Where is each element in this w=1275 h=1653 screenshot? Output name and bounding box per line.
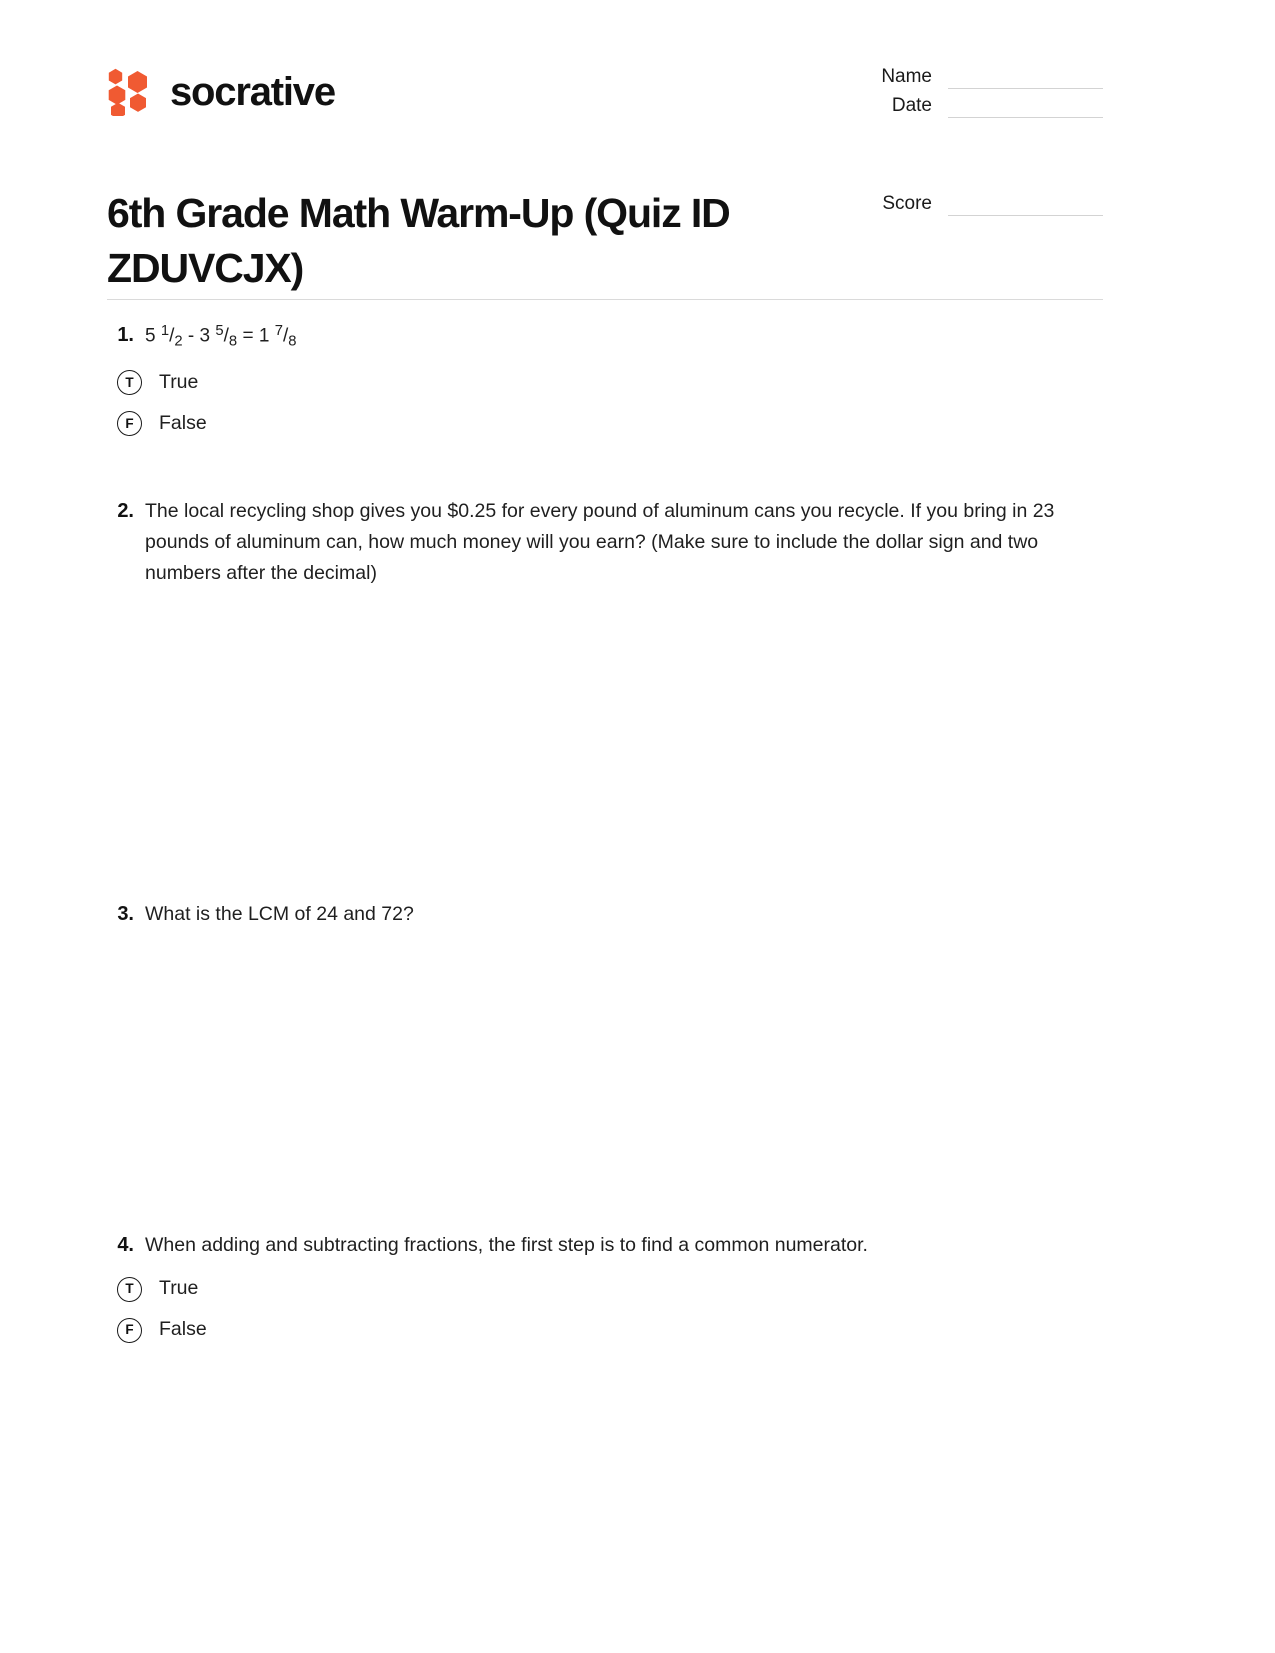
brand-logo xyxy=(107,68,335,116)
question-text: What is the LCM of 24 and 72? xyxy=(145,902,414,925)
question-number: 1. xyxy=(117,324,134,346)
answer-space[interactable] xyxy=(107,589,1103,899)
option-false[interactable] xyxy=(107,403,1103,444)
name-field-input[interactable] xyxy=(948,68,1103,89)
page-title: 6th Grade Math Warm-Up (Quiz ID ZDUVCJX) xyxy=(107,190,730,291)
question-header xyxy=(107,899,1103,930)
questions-list xyxy=(107,320,1103,1351)
mixed-fraction: 3 $^5/_8$ xyxy=(199,323,238,350)
mixed-fraction: 1 $^7/_8$ xyxy=(258,323,297,350)
option-true[interactable] xyxy=(107,1269,1103,1310)
score-field-label: Score xyxy=(882,193,932,214)
question-item xyxy=(107,1230,1103,1351)
option-bubble-t[interactable]: T xyxy=(117,1277,142,1302)
question-text: When adding and subtracting fractions, the first step is to find a common numerator. xyxy=(145,1233,868,1256)
math-equals: = xyxy=(242,325,254,347)
student-info-fields xyxy=(803,60,1103,216)
question-text xyxy=(145,320,1103,354)
date-field-row xyxy=(803,89,1103,118)
option-bubble-f[interactable]: F xyxy=(117,1318,142,1343)
name-field-row xyxy=(803,60,1103,89)
brand-wordmark: socrative xyxy=(170,70,335,114)
question-header xyxy=(107,496,1103,588)
question-header xyxy=(107,1230,1103,1261)
question-number: 3. xyxy=(117,902,134,925)
answer-options xyxy=(107,362,1103,444)
score-field-row xyxy=(803,187,1103,216)
question-text: The local recycling shop gives you $0.25 for every pound of aluminum cans you recycle. If you bring in 23 pounds of aluminum can, how much money will you earn? (Make sure to include the dollar sign and two numbers after the decimal) xyxy=(145,500,1055,584)
score-field-input[interactable] xyxy=(948,195,1103,216)
mixed-fraction: 5 $^1/_2$ xyxy=(145,323,183,350)
option-bubble-t[interactable]: T xyxy=(117,370,142,395)
math-operator: - xyxy=(187,325,195,347)
option-bubble-f[interactable]: F xyxy=(117,411,142,436)
answer-space[interactable] xyxy=(107,930,1103,1230)
question-number: 2. xyxy=(117,500,134,523)
date-field-label: Date xyxy=(891,95,932,116)
option-label: True xyxy=(159,370,199,393)
question-item xyxy=(107,320,1103,496)
option-label: False xyxy=(159,411,207,434)
question-number: 4. xyxy=(117,1233,134,1256)
option-false[interactable] xyxy=(107,1310,1103,1351)
option-true[interactable] xyxy=(107,362,1103,403)
question-item xyxy=(107,496,1103,898)
answer-options xyxy=(107,1269,1103,1351)
name-field-label: Name xyxy=(881,66,932,87)
question-header xyxy=(107,320,1103,354)
date-field-input[interactable] xyxy=(948,97,1103,118)
answer-space xyxy=(107,444,1103,496)
option-label: False xyxy=(159,1318,207,1341)
question-item xyxy=(107,899,1103,1230)
socrative-hexagon-logo-icon xyxy=(107,68,153,116)
option-label: True xyxy=(159,1277,199,1300)
page-header xyxy=(107,60,1103,291)
header-divider xyxy=(107,299,1103,300)
